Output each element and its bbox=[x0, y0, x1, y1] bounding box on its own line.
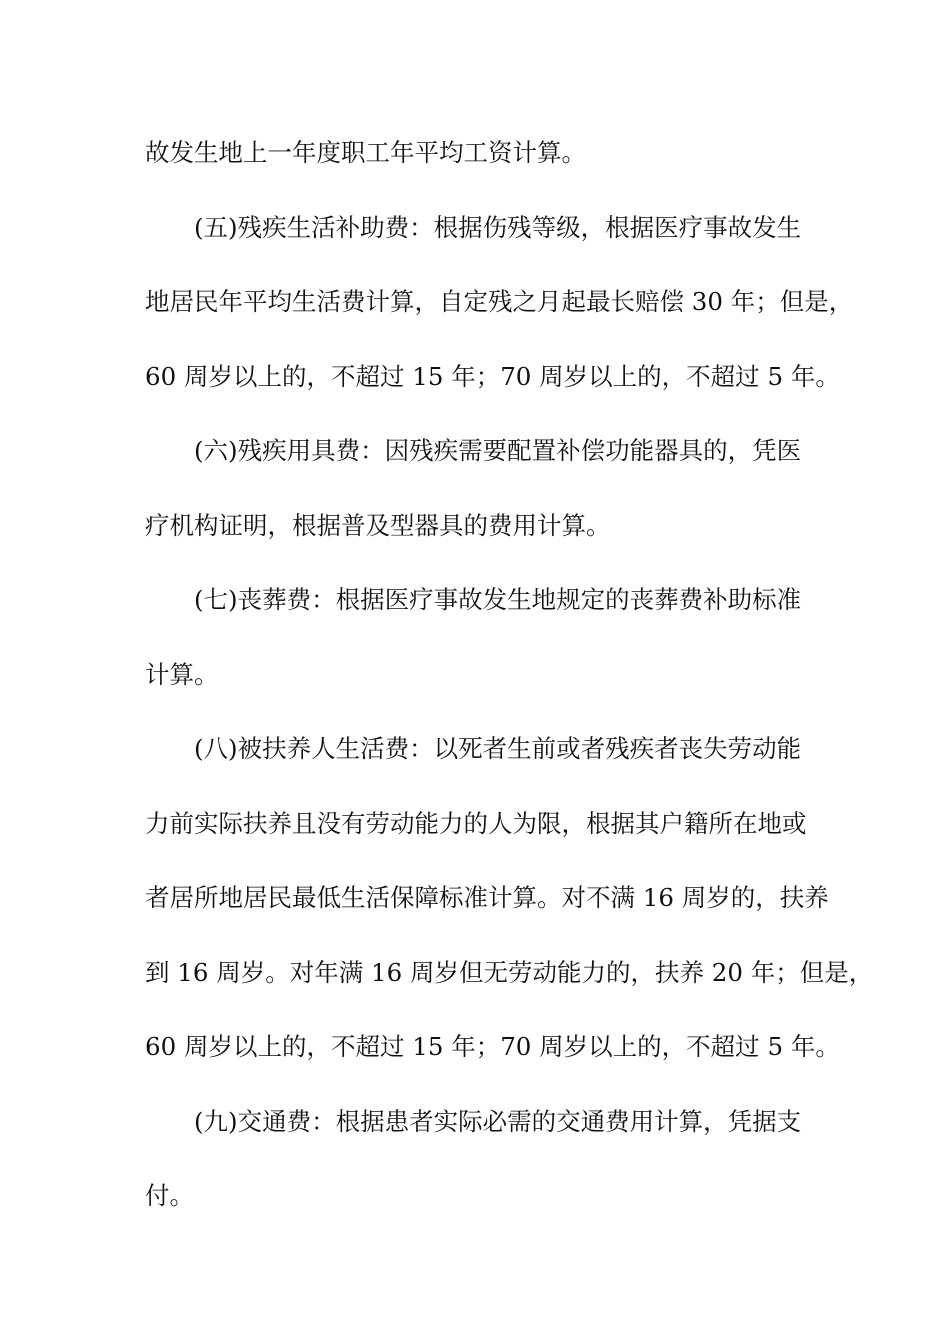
text-line: 付。 bbox=[145, 1181, 194, 1210]
text-line: 疗机构证明，根据普及型器具的费用计算。 bbox=[145, 510, 611, 540]
text-line: 60 周岁以上的，不超过 15 年；70 周岁以上的，不超过 5 年。 bbox=[145, 361, 840, 391]
document-body bbox=[145, 128, 874, 1246]
paragraph-9-start: (九)交通费：根据患者实际必需的交通费用计算，凭据支 bbox=[194, 1106, 802, 1136]
text-line: 力前实际扶养且没有劳动能力的人为限，根据其户籍所在地或 bbox=[145, 808, 807, 838]
paragraph-5-start: (五)残疾生活补助费：根据伤残等级，根据医疗事故发生 bbox=[194, 212, 802, 242]
text-line: 地居民年平均生活费计算，自定残之月起最长赔偿 30 年；但是， bbox=[145, 287, 854, 316]
text-line: 者居所地居民最低生活保障标准计算。对不满 16 周岁的，扶养 bbox=[145, 883, 829, 912]
text-line: 到 16 周岁。对年满 16 周岁但无劳动能力的，扶养 20 年；但是， bbox=[145, 957, 874, 987]
text-line: 故发生地上一年度职工年平均工资计算。 bbox=[145, 138, 586, 167]
text-line: 60 周岁以上的，不超过 15 年；70 周岁以上的，不超过 5 年。 bbox=[145, 1032, 840, 1061]
paragraph-6-start: (六)残疾用具费：因残疾需要配置补偿功能器具的，凭医 bbox=[194, 436, 802, 465]
paragraph-7-start: (七)丧葬费：根据医疗事故发生地规定的丧葬费补助标准 bbox=[194, 585, 802, 614]
text-line: 计算。 bbox=[145, 659, 219, 689]
paragraph-8-start: (八)被扶养人生活费：以死者生前或者残疾者丧失劳动能 bbox=[194, 734, 802, 763]
